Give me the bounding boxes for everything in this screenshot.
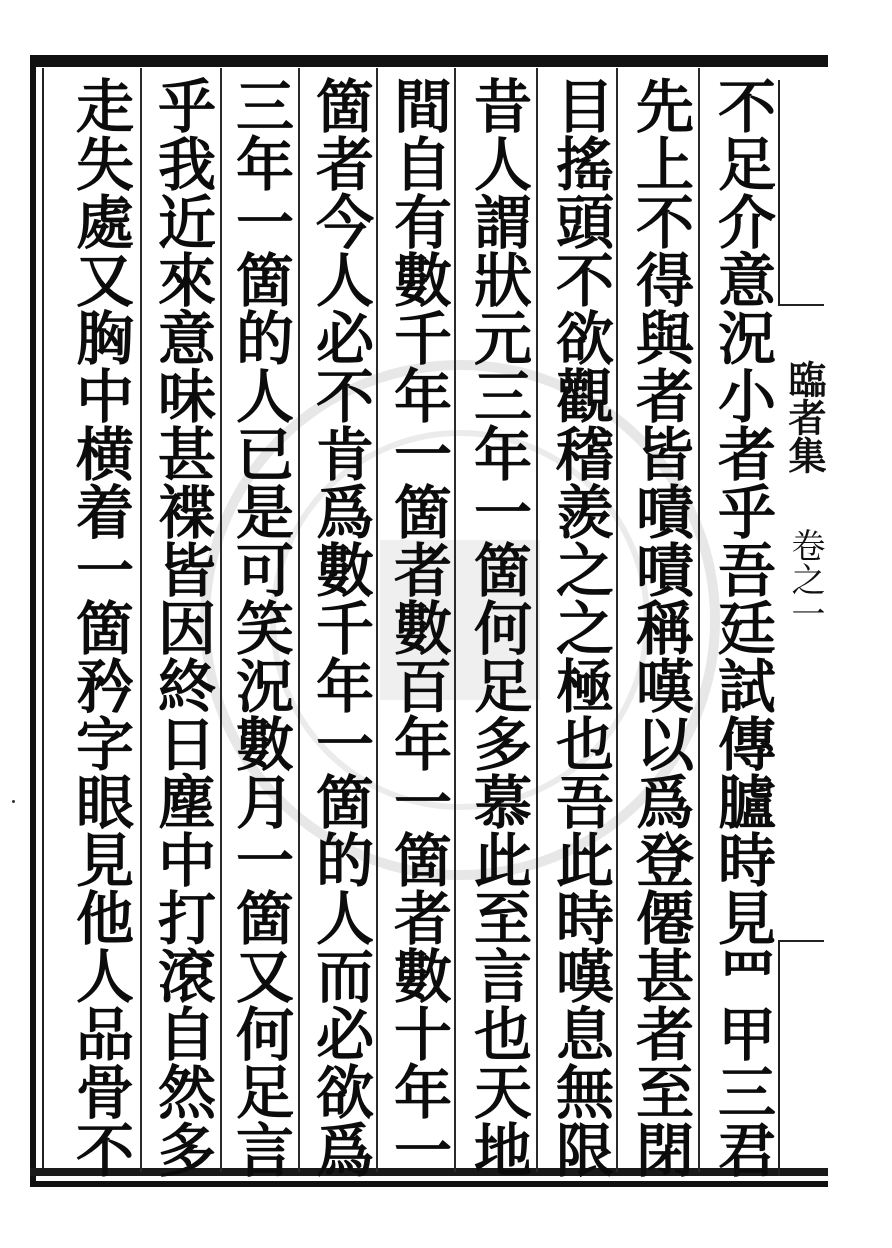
column-rule — [698, 68, 700, 1172]
column-text: 間自有數千年一箇者數百年一箇者數十年一 — [384, 76, 452, 1178]
column-rule — [298, 68, 300, 1172]
column-text: 不足介意況小者乎吾廷試傳臚時見罒甲三君 — [708, 76, 776, 1178]
column-text: 目搖頭不欲觀𥡴羨之之極也吾此時嘆息無限 — [546, 76, 614, 1178]
banxin-lower-box — [778, 940, 824, 1176]
text-column-6 — [302, 72, 378, 1178]
text-column-4 — [460, 72, 536, 1178]
paper-speck — [12, 800, 15, 803]
text-column-5 — [380, 72, 456, 1178]
column-text: 箇者今人必不肯爲數千年一箇的人而必欲爲 — [306, 76, 374, 1178]
column-text: 先上不得與者皆嘖嘖稱嘆以爲登僊甚者至閉 — [626, 76, 694, 1178]
frame-inner-left-line — [42, 68, 44, 1176]
text-column-3 — [542, 72, 618, 1178]
text-column-1 — [704, 72, 780, 1178]
banxin-upper-box — [778, 80, 824, 306]
text-column-7 — [222, 72, 298, 1178]
column-text: 三年一箇的人已是可笑況數月一箇又何足言 — [226, 76, 294, 1178]
banxin-book-title: 臨者集 — [782, 360, 827, 474]
text-column-8 — [144, 72, 220, 1178]
column-rule — [140, 68, 142, 1172]
banxin-volume-label: 卷之一 — [785, 528, 825, 630]
text-column-2 — [622, 72, 698, 1178]
column-rule — [536, 68, 538, 1172]
column-text: 乎我近來意味甚褋皆因終日塵中打滾自然多 — [148, 76, 216, 1178]
text-column-9 — [62, 72, 138, 1178]
column-text: 走失處又胸中横着一箇矜字眼見他人品骨不 — [66, 76, 134, 1178]
column-text: 昔人謂狀元三年一箇何足多慕此至言也天地 — [464, 76, 532, 1178]
